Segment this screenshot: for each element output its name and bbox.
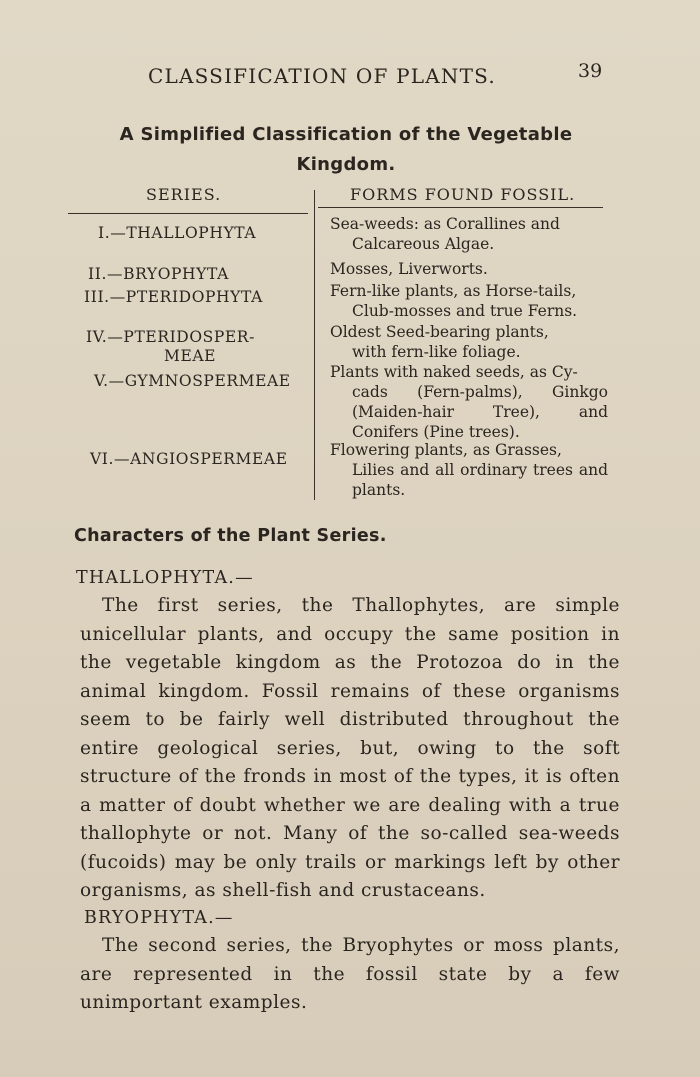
characters-heading: Characters of the Plant Series. <box>74 526 387 546</box>
series-forms <box>330 322 608 362</box>
forms-line: Flowering plants, as Grasses, <box>330 441 562 459</box>
page-number: 39 <box>578 60 603 82</box>
series-forms <box>330 214 608 254</box>
forms-line: Mosses, Liverworts. <box>330 260 488 278</box>
series-name: II.—BRYOPHYTA <box>88 265 229 283</box>
series-name: I.—THALLOPHYTA <box>98 224 257 242</box>
forms-line: Plants with naked seeds, as Cy- <box>330 363 578 381</box>
series-name: VI.—ANGIOSPERMEAE <box>90 450 288 468</box>
forms-continuation: Club-mosses and true Ferns. <box>352 302 578 320</box>
header-rule-left <box>68 213 308 214</box>
column-divider <box>314 190 315 500</box>
running-head: CLASSIFICATION OF PLANTS. <box>148 64 496 88</box>
forms-line: Oldest Seed-bearing plants, <box>330 323 549 341</box>
series-forms <box>330 259 608 279</box>
forms-continuation: with fern-like foliage. <box>352 343 521 361</box>
series-name: III.—PTERIDOPHYTA <box>84 288 263 306</box>
series-forms <box>330 362 608 442</box>
header-rule-right <box>318 207 603 208</box>
column-header-series: SERIES. <box>146 185 222 204</box>
forms-line: Sea-weeds: as Corallines and <box>330 215 560 233</box>
section-title <box>96 120 596 180</box>
series-name <box>86 328 255 366</box>
forms-continuation: Lilies and all ordinary trees and plants. <box>352 461 608 499</box>
series-name: V.—GYMNOSPERMEAE <box>94 372 291 390</box>
thallophyta-paragraph: The first series, the Thallophytes, are simple unicellular plants, and occupy the same position in the vegetable kingdom as the Protozoa do in the animal kingdom. Fossil remains of these organisms seem to be fairly well distributed throughout the entire geological series, but, owing to the soft structure of the fronds in most of the types, it is often a matter of doubt whether we are dealing with a true thallophyte or not. Many of the so-called sea-weeds (fucoids) may be only trails or markings left by other organisms, as shell-fish and crustaceans. <box>80 595 620 901</box>
forms-continuation: cads (Fern-palms), Ginkgo (Maiden-hair Tree), and Conifers (Pine trees). <box>352 383 608 441</box>
series-name-line: MEAE <box>164 347 217 365</box>
series-name-line: IV.—PTERIDOSPER- <box>86 328 255 346</box>
section-title-line-2: Kingdom. <box>296 154 396 175</box>
forms-line: Fern-like plants, as Horse-tails, <box>330 282 577 300</box>
bryophyta-paragraph: The second series, the Bryophytes or moss plants, are represented in the fossil state by a few unimportant examples. <box>80 935 620 1013</box>
series-forms <box>330 281 608 321</box>
thallophyta-heading: THALLOPHYTA.— <box>76 568 254 588</box>
bryophyta-heading: BRYOPHYTA.— <box>84 908 234 928</box>
column-header-forms: FORMS FOUND FOSSIL. <box>350 185 576 204</box>
forms-continuation: Calcareous Algae. <box>352 235 495 253</box>
section-title-line-1: A Simplified Classification of the Vegetable <box>119 124 573 145</box>
series-forms <box>330 440 608 500</box>
